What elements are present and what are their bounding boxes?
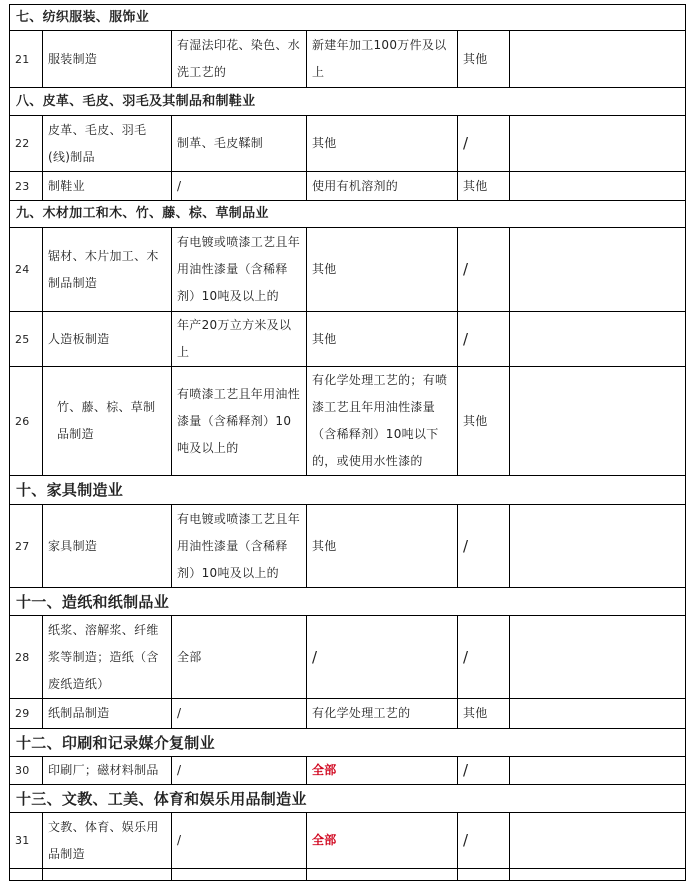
section-title: 九、木材加工和木、竹、藤、棕、草制品业: [10, 201, 686, 228]
row-number: 23: [10, 172, 43, 201]
table-row: [10, 757, 686, 785]
criteria-registration: /: [458, 616, 510, 699]
criteria-report: /: [172, 757, 307, 785]
section-title: 十三、文教、工美、体育和娱乐用品制造业: [10, 785, 686, 813]
criteria-registration: 其他: [458, 172, 510, 201]
table-row: [10, 228, 686, 312]
empty-cell: [510, 116, 686, 172]
section-title: 十、家具制造业: [10, 476, 686, 505]
row-number: 21: [10, 31, 43, 88]
section-title: 十二、印刷和记录媒介复制业: [10, 729, 686, 757]
criteria-form: 其他: [307, 116, 458, 172]
row-number: 26: [10, 367, 43, 476]
table-row: [10, 116, 686, 172]
section-title: 七、纺织服装、服饰业: [10, 5, 686, 31]
table-row: [10, 367, 686, 476]
table-row: [10, 699, 686, 729]
table-row-partial: [10, 869, 686, 881]
table-row: [10, 813, 686, 869]
criteria-form: 其他: [307, 228, 458, 312]
row-number: 29: [10, 699, 43, 729]
empty-cell: [307, 869, 458, 881]
criteria-report: 有电镀或喷漆工艺且年用油性漆量（含稀释剂）10吨及以上的: [172, 505, 307, 588]
row-number: 25: [10, 312, 43, 367]
criteria-registration: 其他: [458, 367, 510, 476]
criteria-form: 有化学处理工艺的: [307, 699, 458, 729]
empty-cell: [510, 505, 686, 588]
section-title: 八、皮革、毛皮、羽毛及其制品和制鞋业: [10, 88, 686, 116]
criteria-report: /: [172, 813, 307, 869]
criteria-report: /: [172, 172, 307, 201]
industry-classification-table: [9, 4, 686, 881]
empty-cell: [510, 869, 686, 881]
criteria-form: 其他: [307, 312, 458, 367]
empty-cell: [510, 312, 686, 367]
criteria-form: 新建年加工100万件及以上: [307, 31, 458, 88]
category-name: 家具制造: [43, 505, 172, 588]
section-row: [10, 729, 686, 757]
table-row: [10, 31, 686, 88]
criteria-registration: 其他: [458, 31, 510, 88]
criteria-form: 全部: [307, 757, 458, 785]
empty-cell: [510, 757, 686, 785]
criteria-registration: 其他: [458, 699, 510, 729]
criteria-form: 有化学处理工艺的；有喷漆工艺且年用油性漆量（含稀释剂）10吨以下的，或使用水性漆的: [307, 367, 458, 476]
empty-cell: [510, 813, 686, 869]
section-row: [10, 5, 686, 31]
criteria-report: 年产20万立方米及以上: [172, 312, 307, 367]
category-name: 纸制品制造: [43, 699, 172, 729]
criteria-registration: /: [458, 312, 510, 367]
criteria-report: 有喷漆工艺且年用油性漆量（含稀释剂）10吨及以上的: [172, 367, 307, 476]
criteria-report: 有电镀或喷漆工艺且年用油性漆量（含稀释剂）10吨及以上的: [172, 228, 307, 312]
criteria-report: /: [172, 699, 307, 729]
empty-cell: [510, 172, 686, 201]
criteria-form: 使用有机溶剂的: [307, 172, 458, 201]
empty-cell: [10, 869, 43, 881]
section-row: [10, 476, 686, 505]
criteria-report: 制革、毛皮鞣制: [172, 116, 307, 172]
row-number: 31: [10, 813, 43, 869]
empty-cell: [510, 31, 686, 88]
table-row: [10, 616, 686, 699]
criteria-report: 有湿法印花、染色、水洗工艺的: [172, 31, 307, 88]
section-row: [10, 588, 686, 616]
category-name: 纸浆、溶解浆、纤维浆等制造；造纸（含废纸造纸）: [43, 616, 172, 699]
category-name: 服装制造: [43, 31, 172, 88]
criteria-form: /: [307, 616, 458, 699]
empty-cell: [510, 699, 686, 729]
empty-cell: [172, 869, 307, 881]
category-name: 制鞋业: [43, 172, 172, 201]
empty-cell: [510, 228, 686, 312]
section-row: [10, 785, 686, 813]
category-name: 皮革、毛皮、羽毛(线)制品: [43, 116, 172, 172]
criteria-registration: /: [458, 505, 510, 588]
empty-cell: [43, 869, 172, 881]
section-title: 十一、造纸和纸制品业: [10, 588, 686, 616]
row-number: 27: [10, 505, 43, 588]
section-row: [10, 88, 686, 116]
category-name: 锯材、木片加工、木制品制造: [43, 228, 172, 312]
table-row: [10, 505, 686, 588]
row-number: 30: [10, 757, 43, 785]
criteria-form: 全部: [307, 813, 458, 869]
empty-cell: [458, 869, 510, 881]
section-row: [10, 201, 686, 228]
category-name: 人造板制造: [43, 312, 172, 367]
category-name: 印刷厂；磁材料制品: [43, 757, 172, 785]
criteria-form: 其他: [307, 505, 458, 588]
empty-cell: [510, 367, 686, 476]
criteria-registration: /: [458, 813, 510, 869]
table-row: [10, 312, 686, 367]
criteria-report: 全部: [172, 616, 307, 699]
criteria-registration: /: [458, 757, 510, 785]
criteria-registration: /: [458, 116, 510, 172]
criteria-registration: /: [458, 228, 510, 312]
empty-cell: [510, 616, 686, 699]
row-number: 22: [10, 116, 43, 172]
row-number: 28: [10, 616, 43, 699]
row-number: 24: [10, 228, 43, 312]
category-name: 竹、藤、棕、草制品制造: [43, 367, 172, 476]
category-name: 文教、体育、娱乐用品制造: [43, 813, 172, 869]
table-row: [10, 172, 686, 201]
